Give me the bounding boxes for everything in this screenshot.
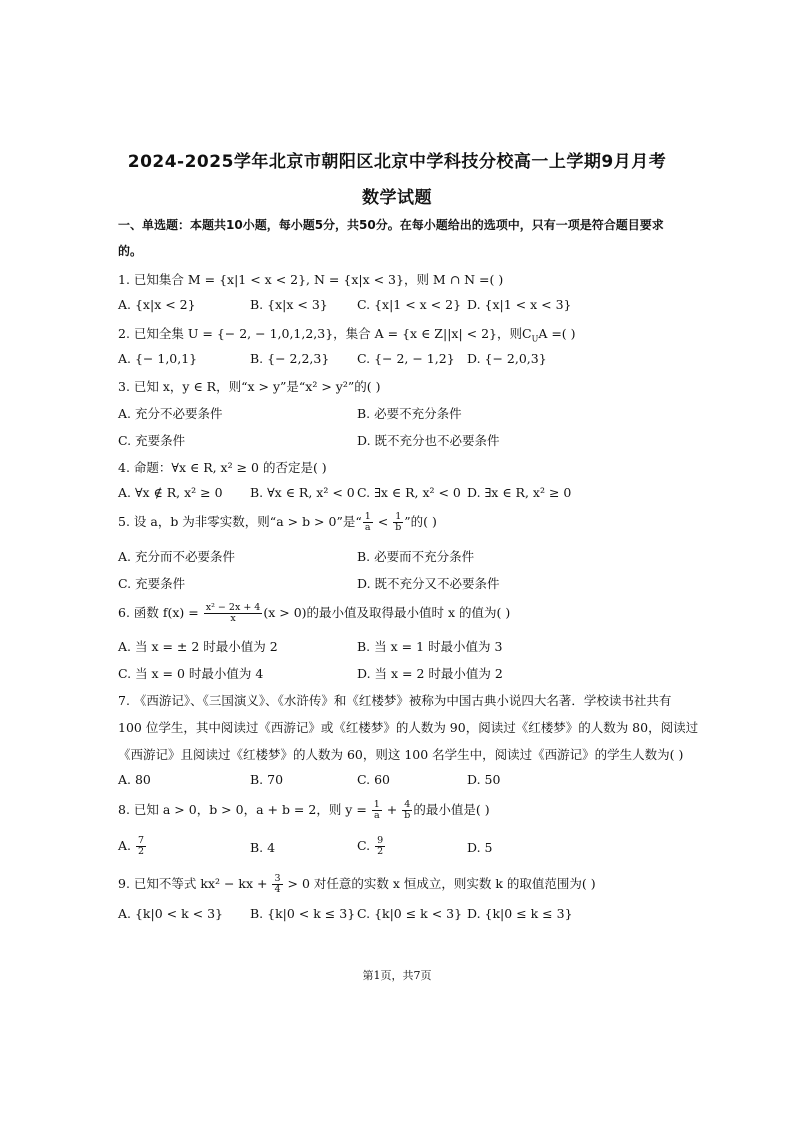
option-letter: A.: [118, 837, 135, 853]
question-5-option-b[interactable]: B. 必要而不充分条件: [357, 549, 475, 564]
question-7-stem-line-3: 《西游记》且阅读过《红楼梦》的人数为 60，则这 100 名学生中，阅读过《西游记》的学生人数为( ): [118, 747, 684, 762]
question-2-option-a[interactable]: A. {− 1,0,1}: [118, 351, 198, 366]
fraction-numerator: 4: [402, 800, 412, 811]
fraction-denominator: b: [395, 522, 402, 533]
question-3-option-a[interactable]: A. 充分不必要条件: [118, 406, 223, 421]
complement-subscript: U: [531, 334, 539, 344]
page-footer: 第1页，共7页: [362, 969, 432, 982]
question-2-option-b[interactable]: B. {− 2,2,3}: [250, 351, 330, 366]
fraction-denominator: 2: [137, 845, 145, 857]
less-than-sign: <: [373, 514, 393, 529]
question-1-option-d[interactable]: D. {x|1 < x < 3}: [467, 297, 572, 312]
question-9-option-a[interactable]: A. {k|0 < k < 3}: [118, 906, 223, 921]
fraction-denominator: 2: [377, 845, 384, 857]
question-6-option-a[interactable]: A. 当 x = ± 2 时最小值为 2: [118, 639, 278, 654]
section-heading: 一、单选题：本题共10小题，每小题5分，共50分。在每小题给出的选项中，只有一项是符合题目要求: [118, 218, 664, 232]
question-6-stem-a: 6. 函数 f(x) =: [118, 605, 203, 620]
question-4-option-d[interactable]: D. ∃x ∈ R, x² ≥ 0: [467, 485, 572, 500]
fraction-numerator: 9: [377, 835, 384, 846]
fraction-9-over-2: [375, 836, 385, 857]
question-1-option-c[interactable]: C. {x|1 < x < 2}: [357, 297, 462, 312]
question-9-option-b[interactable]: B. {k|0 < k ≤ 3}: [250, 906, 356, 921]
question-1-option-b[interactable]: B. {x|x < 3}: [250, 297, 328, 312]
fraction-denominator: 4: [274, 884, 281, 895]
question-5-stem-b: ”的( ): [404, 514, 437, 529]
question-9-stem: [118, 874, 596, 895]
question-8-stem-b: 的最小值是( ): [413, 802, 490, 817]
question-5-option-d[interactable]: D. 既不充分又不必要条件: [357, 576, 500, 591]
fraction-7-over-2: [136, 836, 146, 857]
question-7-option-a[interactable]: A. 80: [118, 772, 151, 787]
question-8-stem: [118, 800, 490, 821]
question-9-stem-b: > 0 对任意的实数 x 恒成立，则实数 k 的取值范围为( ): [283, 876, 596, 891]
fraction-numerator: 1: [393, 512, 403, 523]
question-8-option-b[interactable]: B. 4: [250, 840, 276, 855]
question-8-option-d[interactable]: D. 5: [467, 840, 493, 855]
question-8-stem-a: 8. 已知 a > 0，b > 0，a + b = 2，则 y =: [118, 802, 371, 817]
fraction-1-over-b: [393, 512, 403, 533]
question-5-option-c[interactable]: C. 充要条件: [118, 576, 186, 591]
question-1-stem: 1. 已知集合 M = {x|1 < x < 2}, N = {x|x < 3}，则 M ∩ N =( ): [118, 272, 504, 287]
page-subtitle: 数学试题: [362, 188, 432, 208]
fraction-denominator: a: [364, 522, 371, 533]
question-5-option-a[interactable]: A. 充分而不必要条件: [118, 549, 235, 564]
page-title: 2024-2025学年北京市朝阳区北京中学科技分校高一上学期9月月考: [127, 152, 667, 172]
question-3-option-b[interactable]: B. 必要不充分条件: [357, 406, 462, 421]
question-8-option-c[interactable]: [357, 836, 386, 857]
fraction-1-over-a: [372, 800, 382, 821]
question-3-option-d[interactable]: D. 既不充分也不必要条件: [357, 433, 500, 448]
question-9-stem-a: 9. 已知不等式 kx² − kx +: [118, 876, 272, 891]
question-2-stem-end: A =( ): [538, 326, 576, 341]
question-7-option-b[interactable]: B. 70: [250, 772, 284, 787]
question-9-option-d[interactable]: D. {k|0 ≤ k ≤ 3}: [467, 906, 573, 921]
question-2-stem-text: 2. 已知全集 U = {− 2, − 1,0,1,2,3}，集合 A = {x ∈ Z||x| < 2}，则C: [118, 326, 532, 341]
question-2-stem: [118, 324, 576, 344]
question-5-stem-a: 5. 设 a，b 为非零实数，则“a > b > 0”是“: [118, 514, 362, 529]
fraction-numerator: 1: [364, 511, 371, 523]
question-6-option-b[interactable]: B. 当 x = 1 时最小值为 3: [357, 639, 503, 654]
question-3-stem: 3. 已知 x，y ∈ R，则“x > y”是“x² > y²”的( ): [118, 379, 381, 394]
question-7-option-d[interactable]: D. 50: [467, 772, 501, 787]
question-6-option-d[interactable]: D. 当 x = 2 时最小值为 2: [357, 666, 503, 681]
question-8-option-a[interactable]: [118, 836, 147, 857]
question-4-option-a[interactable]: A. ∀x ∉ R, x² ≥ 0: [118, 485, 223, 500]
fraction-numerator: 3: [274, 873, 281, 885]
question-2-option-d[interactable]: D. {− 2,0,3}: [467, 351, 547, 366]
fraction-numerator: 1: [373, 799, 380, 811]
option-letter: C.: [357, 837, 375, 853]
question-6-stem-b: (x > 0)的最小值及取得最小值时 x 的值为( ): [263, 605, 511, 620]
fraction-numerator: 7: [137, 835, 145, 846]
question-5-stem: [118, 512, 437, 533]
question-4-option-b[interactable]: B. ∀x ∈ R, x² < 0: [250, 485, 355, 500]
question-7-option-c[interactable]: C. 60: [357, 772, 390, 787]
question-4-option-c[interactable]: C. ∃x ∈ R, x² < 0: [357, 485, 461, 500]
question-4-stem: 4. 命题：∀x ∈ R, x² ≥ 0 的否定是( ): [118, 460, 327, 475]
fraction-3-over-4: [272, 874, 282, 895]
question-2-option-c[interactable]: C. {− 2, − 1,2}: [357, 351, 455, 366]
fraction-denominator: x: [230, 613, 236, 624]
fraction-1-over-a: [363, 512, 373, 533]
question-6-stem: [118, 603, 510, 624]
question-1-option-a[interactable]: A. {x|x < 2}: [118, 297, 196, 312]
fraction-numerator: x² − 2x + 4: [205, 602, 261, 614]
question-3-option-c[interactable]: C. 充要条件: [118, 433, 186, 448]
question-9-option-c[interactable]: C. {k|0 ≤ k < 3}: [357, 906, 463, 921]
section-heading-cont: 的。: [118, 244, 143, 258]
question-7-stem-line-2: 100 位学生，其中阅读过《西游记》或《红楼梦》的人数为 90，阅读过《红楼梦》的人数为 80，阅读过: [118, 720, 699, 735]
question-7-stem-line-1: 7. 《西游记》、《三国演义》、《水浒传》和《红楼梦》被称为中国古典小说四大名著．学校读书社共有: [118, 693, 672, 708]
fraction-4-over-b: [402, 800, 412, 821]
function-fraction: [204, 603, 263, 624]
question-6-option-c[interactable]: C. 当 x = 0 时最小值为 4: [118, 666, 264, 681]
plus-sign: +: [382, 802, 402, 817]
fraction-denominator: a: [373, 810, 380, 821]
fraction-denominator: b: [404, 810, 411, 821]
